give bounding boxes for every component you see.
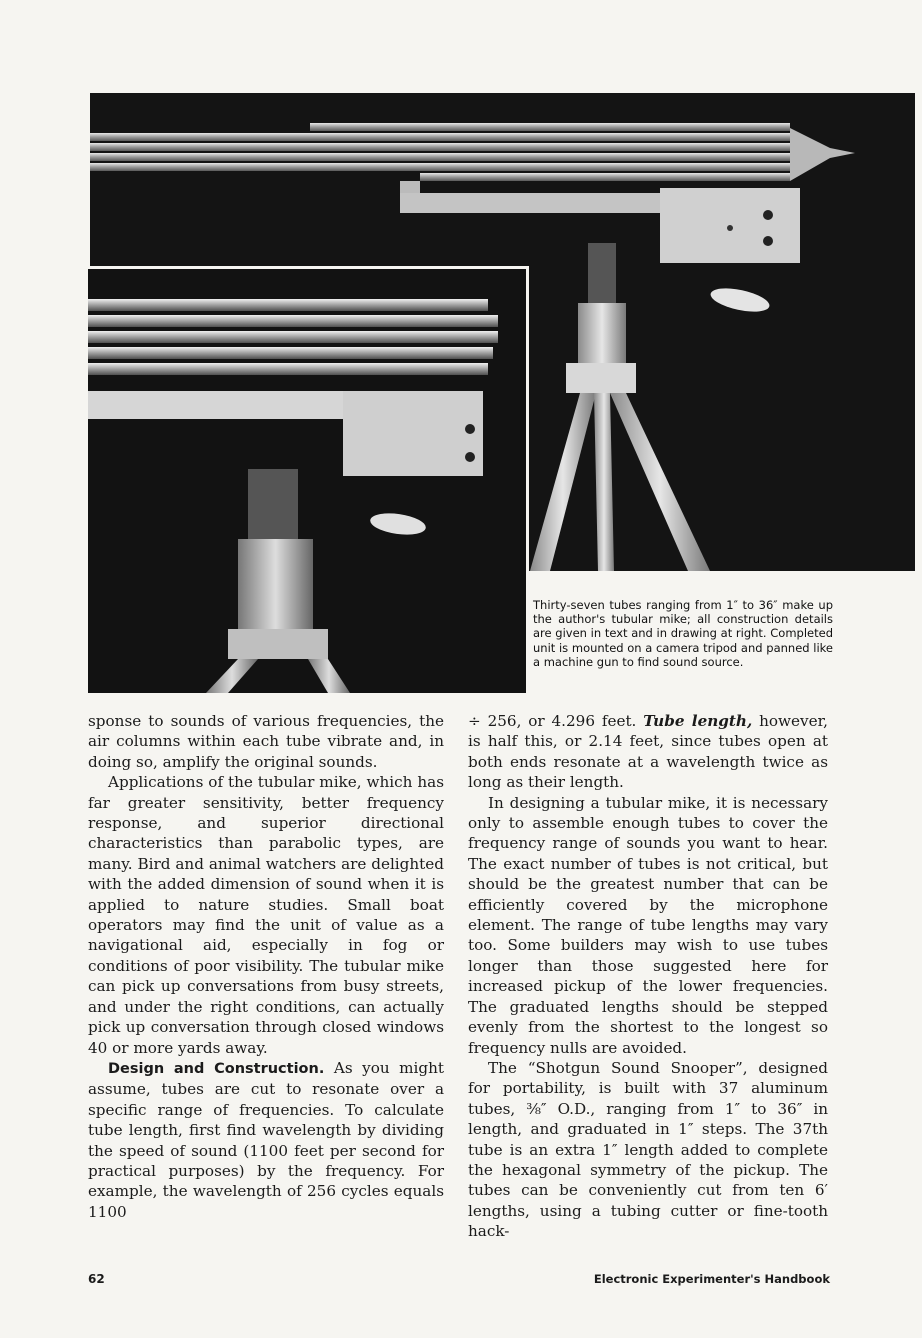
inset-photo — [88, 266, 529, 693]
emphasis-text: Tube length, — [643, 712, 753, 730]
tube-bundle — [90, 123, 790, 181]
publication-title: Electronic Experimenter's Handbook — [593, 1272, 830, 1286]
paragraph — [88, 1058, 444, 1222]
section-heading: Design and Construction. — [108, 1060, 325, 1077]
paragraph: sponse to sounds of various frequencies, the air columns within each tube vibrate and, in doing so, amplify the original sounds. — [88, 712, 444, 771]
paragraph-text: however, is half this, or 2.14 feet, since tubes open at both ends resonate at a wavelength twice as long as their length. — [468, 712, 829, 792]
photo-caption: Thirty-seven tubes ranging from 1″ to 36″ make up the author's tubular mike; all construction details are given in text and in drawing at right. Completed unit is mounted on a camera tripod and panned like a machine gun to find sound source. — [533, 598, 833, 669]
paragraph: In designing a tubular mike, it is necessary only to assemble enough tubes to cover the frequency range of sounds you want to hear. The exact number of tubes is not critical, but should be the greatest number that can be efficiently covered by the microphone element. The range of tube lengths may vary too. Some builders may wish to use tubes longer than those suggested here for increased pickup of the lower frequencies. The graduated lengths should be stepped evenly from the shortest to the longest so frequency nulls are avoided. — [468, 793, 828, 1057]
paragraph — [468, 711, 828, 793]
paragraph: The “Shotgun Sound Snooper”, designed for portability, is built with 37 aluminum tubes, ⅜″ O.D., ranging from 1″ to 36″ in length, and graduated in 1″ steps. The 37th tube is an extra 1″ length added to complete the hexagonal symmetry of the pickup. The tubes can be conveniently cut from ten 6′ lengths, using a tubing cutter or fine-tooth hack- — [468, 1058, 828, 1241]
paragraph-text: ÷ 256, or 4.296 feet. — [468, 712, 644, 730]
left-text-column — [88, 711, 444, 1222]
paragraph-text: As you might assume, tubes are cut to resonate over a specific range of frequencies. To calculate tube length, first find wavelength by dividing the speed of sound (1100 feet per second for practical purposes) by the frequency. For example, the wavelength of 256 cycles equals 1100 — [88, 1058, 444, 1221]
paragraph: Applications of the tubular mike, which has far greater sensitivity, better frequency response, and superior directional characteristics than parabolic types, are many. Bird and animal watchers are delighted with the added dimension of sound when it is applied to nature studies. Small boat operators may find the unit of value as a navigational aid, especially in fog or conditions of poor visibility. The tubular mike can pick up conversations from busy streets, and under the right conditions, can actually pick up conversation through closed windows 40 or more yards away. — [88, 773, 444, 1057]
right-text-column — [468, 711, 828, 1242]
inset-tube-bundle — [88, 299, 498, 375]
page-number: 62 — [88, 1272, 105, 1286]
